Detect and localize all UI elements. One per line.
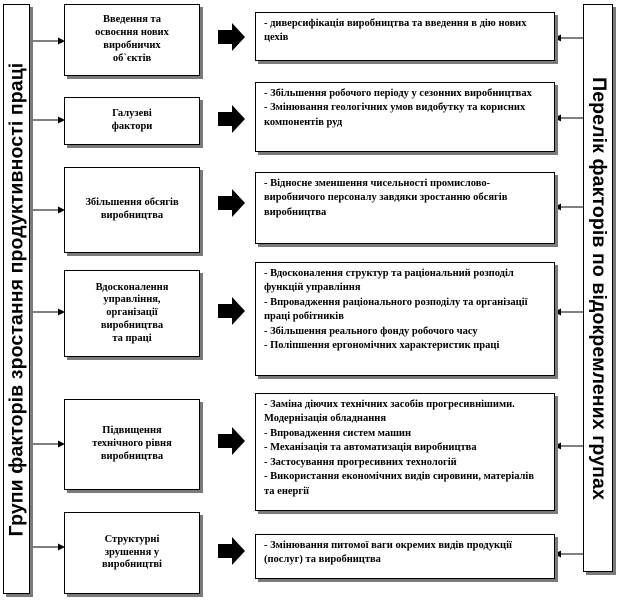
detail-item: - Змінювання геологічних умов видобутку та корисних компонентів руд [264, 102, 526, 128]
detail-box-new-objects [255, 12, 555, 61]
detail-item: - Змінювання питомої ваги окремих видів продукції (послуг) та виробництва [264, 540, 512, 566]
detail-box-structural-shifts [255, 534, 555, 579]
right-title: Перелік факторів по відокремлених групах [587, 76, 610, 500]
block-arrow-6 [218, 537, 245, 565]
detail-item: - Поліпшення ергономічних характеристик праці [264, 340, 500, 352]
block-arrow-4 [218, 297, 245, 325]
detail-item: - Збільшення робочого періоду у сезонних виробництвах [264, 88, 532, 99]
detail-item: - Застосування прогресивних технологій [264, 456, 457, 468]
detail-box-volume-growth [255, 172, 555, 244]
group-box-structural-shifts [64, 512, 200, 594]
left-title-box [3, 4, 30, 594]
left-title: Групи факторів зростання продуктивності праці [5, 62, 27, 536]
detail-box-technical-level [255, 393, 555, 511]
group-label: Введення та освоєння нових виробничих об`єктів [95, 14, 169, 64]
group-label: Галузеві фактори [111, 108, 153, 132]
group-label: Підвищення технічного рівня виробництва [92, 425, 172, 462]
detail-item: - Заміна діючих технічних засобів прогресивнішими. Модернізація обладнання [264, 399, 515, 425]
block-arrow-2 [218, 105, 245, 133]
group-box-technical-level [64, 399, 200, 490]
group-box-industry-factors [64, 97, 200, 145]
group-label: Структурні зрушення у виробництві [102, 533, 162, 571]
detail-item: - Збільшення реального фонду робочого часу [264, 325, 478, 337]
detail-item: - Впровадження раціонального розподілу та організації праці робітників [264, 296, 528, 323]
detail-item: - Механізація та автоматизація виробництва [264, 442, 477, 454]
detail-item: - Відносне зменшення чисельності промислово-виробничого персоналу завдяки зростанню обсягів виробництва [264, 178, 508, 218]
detail-box-industry-factors [255, 82, 555, 152]
detail-item: - Вдосконалення структур та раціональний розподіл функцій управління [264, 268, 514, 294]
block-arrow-3 [218, 189, 245, 217]
group-box-volume-growth [64, 167, 200, 253]
group-label: Вдосконалення управління, організації виробництва та праці [95, 281, 169, 344]
detail-item: - диверсифікація виробництва та введення в дію нових цехів [264, 18, 527, 44]
detail-item: - Використання економічних видів сировини, матеріалів та енергії [264, 471, 535, 497]
block-arrow-1 [218, 23, 245, 51]
detail-box-management [255, 262, 555, 376]
group-box-management [64, 270, 200, 357]
detail-item: - Впровадження систем машин [264, 427, 412, 439]
block-arrow-5 [218, 427, 245, 455]
group-label: Збільшення обсягів виробництва [85, 197, 179, 221]
right-title-box [583, 4, 613, 572]
group-box-new-objects [64, 4, 200, 76]
